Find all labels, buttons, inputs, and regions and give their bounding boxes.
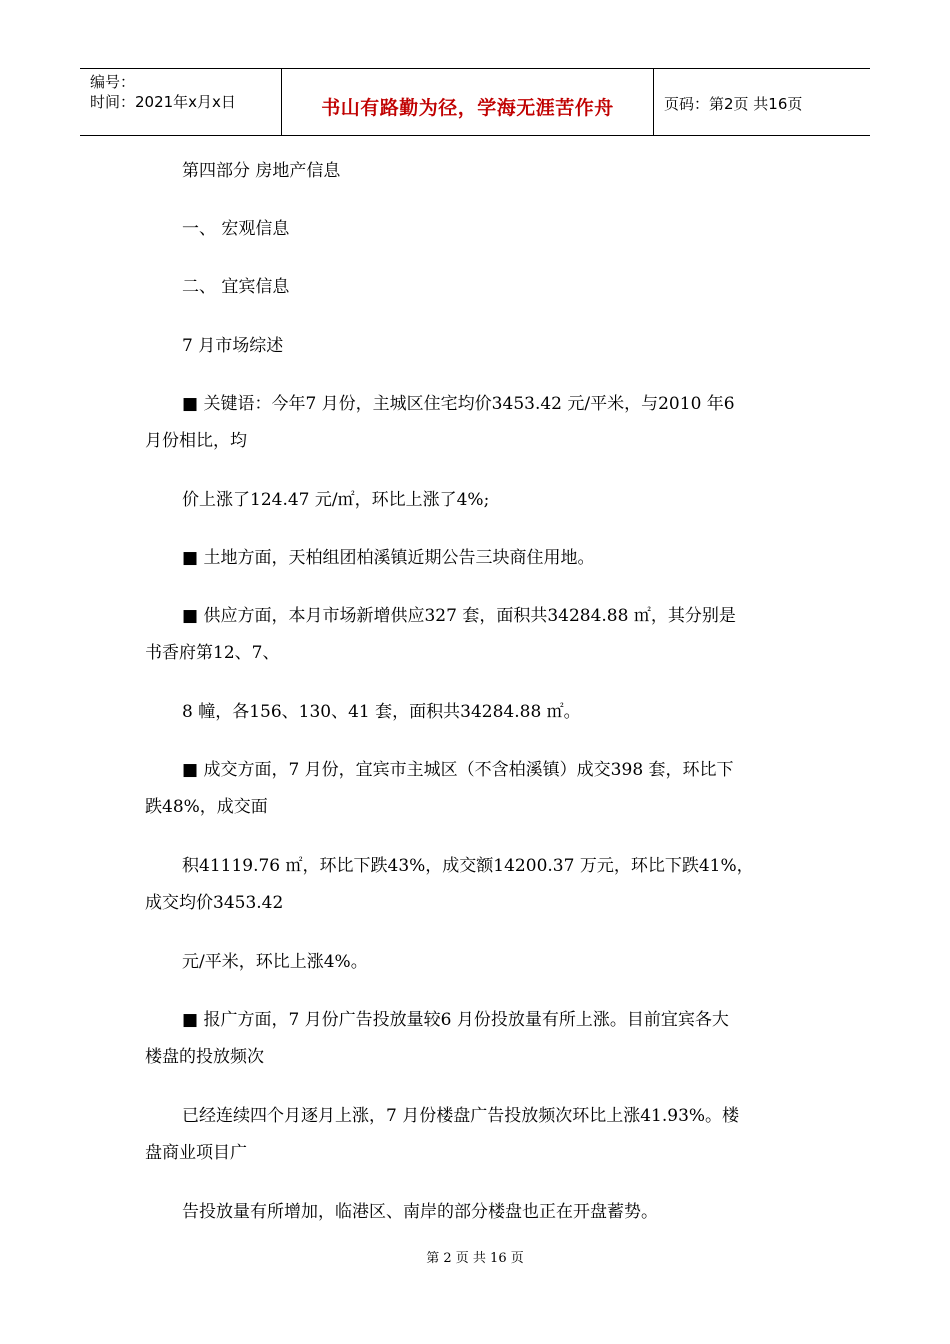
paragraph-supply-line: 8 幢，各156、130、41 套，面积共34284.88 ㎡。 <box>182 702 581 722</box>
paragraph-keywords-line: 月份相比，均 <box>145 431 247 451</box>
paragraph-deals-line: 成交均价3453.42 <box>145 893 284 913</box>
paragraph-supply-line: 书香府第12、7、 <box>145 643 280 663</box>
paragraph-ads-line: 盘商业项目广 <box>145 1143 247 1163</box>
paragraph-ads-line: ■ 报广方面，7 月份广告投放量较6 月份投放量有所上涨。目前宜宾各大 <box>182 1010 729 1030</box>
header-page-number: 页码：第2页 共16页 <box>664 95 803 113</box>
section-title: 第四部分 房地产信息 <box>182 161 341 181</box>
paragraph-deals-line: 跌48%，成交面 <box>145 797 268 817</box>
paragraph-ads-line: 楼盘的投放频次 <box>145 1047 264 1067</box>
paragraph-deals-line: 元/平米，环比上涨4%。 <box>182 952 368 972</box>
header-motto-cell <box>282 69 654 135</box>
paragraph-land: ■ 土地方面，天柏组团柏溪镇近期公告三块商住用地。 <box>182 548 595 568</box>
paragraph-ads-line: 告投放量有所增加，临港区、南岸的部分楼盘也正在开盘蓄势。 <box>182 1202 658 1222</box>
heading-macro-info: 一、 宏观信息 <box>182 219 290 239</box>
paragraph-keywords-line: 价上涨了124.47 元/㎡，环比上涨了4%; <box>182 490 490 510</box>
paragraph-keywords-line: ■ 关键语：今年7 月份，主城区住宅均价3453.42 元/平米，与2010 年6 <box>182 394 735 414</box>
document-time: 时间：2021年x月x日 <box>90 93 236 111</box>
heading-july-summary: 7 月市场综述 <box>182 336 284 356</box>
header-motto: 书山有路勤为径，学海无涯苦作舟 <box>321 97 614 119</box>
heading-yibin-info: 二、 宜宾信息 <box>182 277 290 297</box>
header-info-cell <box>80 69 282 135</box>
page-footer: 第 2 页 共 16 页 <box>426 1251 524 1266</box>
page-header <box>80 68 870 136</box>
header-page-cell <box>654 69 870 135</box>
paragraph-supply-line: ■ 供应方面，本月市场新增供应327 套，面积共34284.88 ㎡，其分别是 <box>182 606 736 626</box>
paragraph-deals-line: 积41119.76 ㎡，环比下跌43%，成交额14200.37 万元，环比下跌41%， <box>182 856 754 876</box>
paragraph-deals-line: ■ 成交方面，7 月份，宜宾市主城区（不含柏溪镇）成交398 套，环比下 <box>182 760 734 780</box>
document-code-label: 编号： <box>90 73 136 91</box>
paragraph-ads-line: 已经连续四个月逐月上涨，7 月份楼盘广告投放频次环比上涨41.93%。楼 <box>182 1106 740 1126</box>
